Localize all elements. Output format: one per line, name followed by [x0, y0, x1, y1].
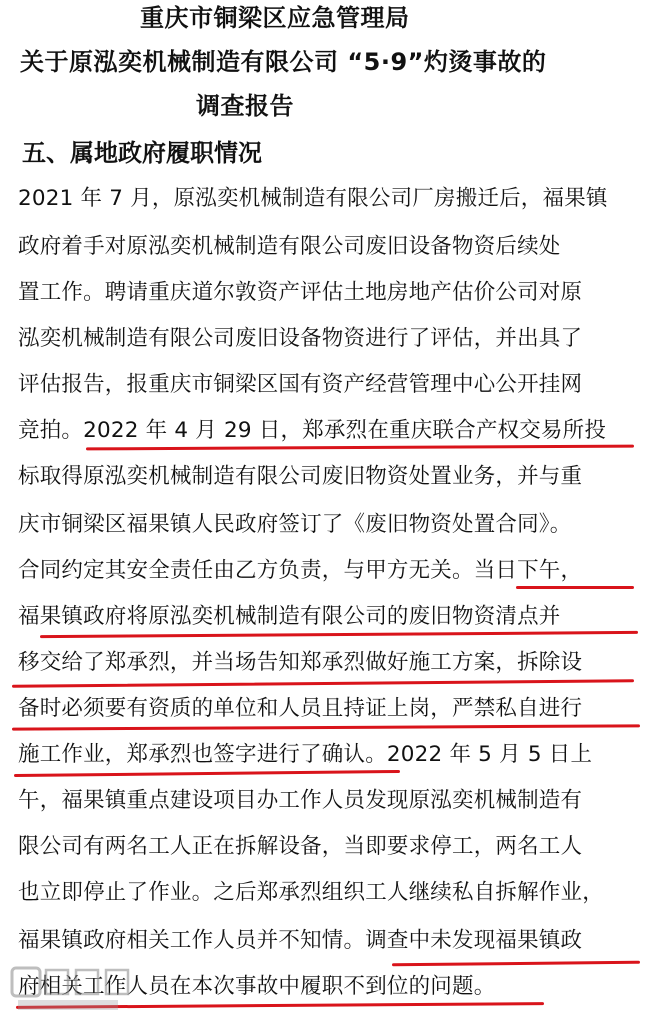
red-underline: [16, 1002, 544, 1009]
body-line: 福果镇政府将原泓奕机械制造有限公司的废旧物资清点并: [18, 604, 561, 629]
body-line: 也立即停止了作业。之后郑承烈组织工人继续私自拆解作业，: [18, 880, 604, 905]
body-line: 合同约定其安全责任由乙方负责，与甲方无关。当日下午，: [18, 558, 583, 583]
doc-title-line-3: 调查报告: [196, 92, 294, 120]
red-underline: [516, 586, 634, 589]
red-underline: [14, 770, 400, 777]
body-line: 备时必须要有资质的单位和人员且持证上岗，严禁私自进行: [18, 696, 583, 721]
body-line: 2021 年 7 月，原泓奕机械制造有限公司厂房搬迁后，福果镇: [18, 186, 608, 211]
red-underline: [392, 961, 640, 967]
body-line: 置工作。聘请重庆道尔敦资产评估土地房地产估价公司对原: [18, 280, 583, 305]
body-line: 限公司有两名工人正在拆解设备，当即要求停工，两名工人: [18, 834, 583, 859]
body-line: 移交给了郑承烈，并当场告知郑承烈做好施工方案，拆除设: [18, 650, 583, 675]
body-line: 评估报告，报重庆市铜梁区国有资产经营管理中心公开挂网: [18, 372, 583, 397]
body-line: 午，福果镇重点建设项目办工作人员发现原泓奕机械制造有: [18, 788, 583, 813]
body-line: 竞拍。2022 年 4 月 29 日，郑承烈在重庆联合产权交易所投: [18, 418, 607, 443]
red-underline: [12, 679, 634, 687]
doc-title-line-2: 关于原泓奕机械制造有限公司 “5·9”灼烫事故的: [20, 48, 547, 76]
body-line: 政府着手对原泓奕机械制造有限公司废旧设备物资后续处: [18, 234, 561, 259]
section-heading: 五、属地政府履职情况: [22, 139, 262, 167]
red-underline: [12, 724, 640, 730]
body-line: 施工作业，郑承烈也签字进行了确认。2022 年 5 月 5 日上: [18, 742, 593, 767]
body-line: 福果镇政府相关工作人员并不知情。调查中未发现福果镇政: [18, 928, 583, 953]
body-line: 标取得原泓奕机械制造有限公司废旧物资处置业务，并与重: [18, 464, 583, 489]
body-line: 庆市铜梁区福果镇人民政府签订了《废旧物资处置合同》。: [18, 512, 572, 537]
body-line: 泓奕机械制造有限公司废旧设备物资进行了评估，并出具了: [18, 326, 583, 351]
body-line: 府相关工作人员在本次事故中履职不到位的问题。: [18, 974, 496, 999]
doc-title-line-1: 重庆市铜梁区应急管理局: [140, 4, 410, 32]
